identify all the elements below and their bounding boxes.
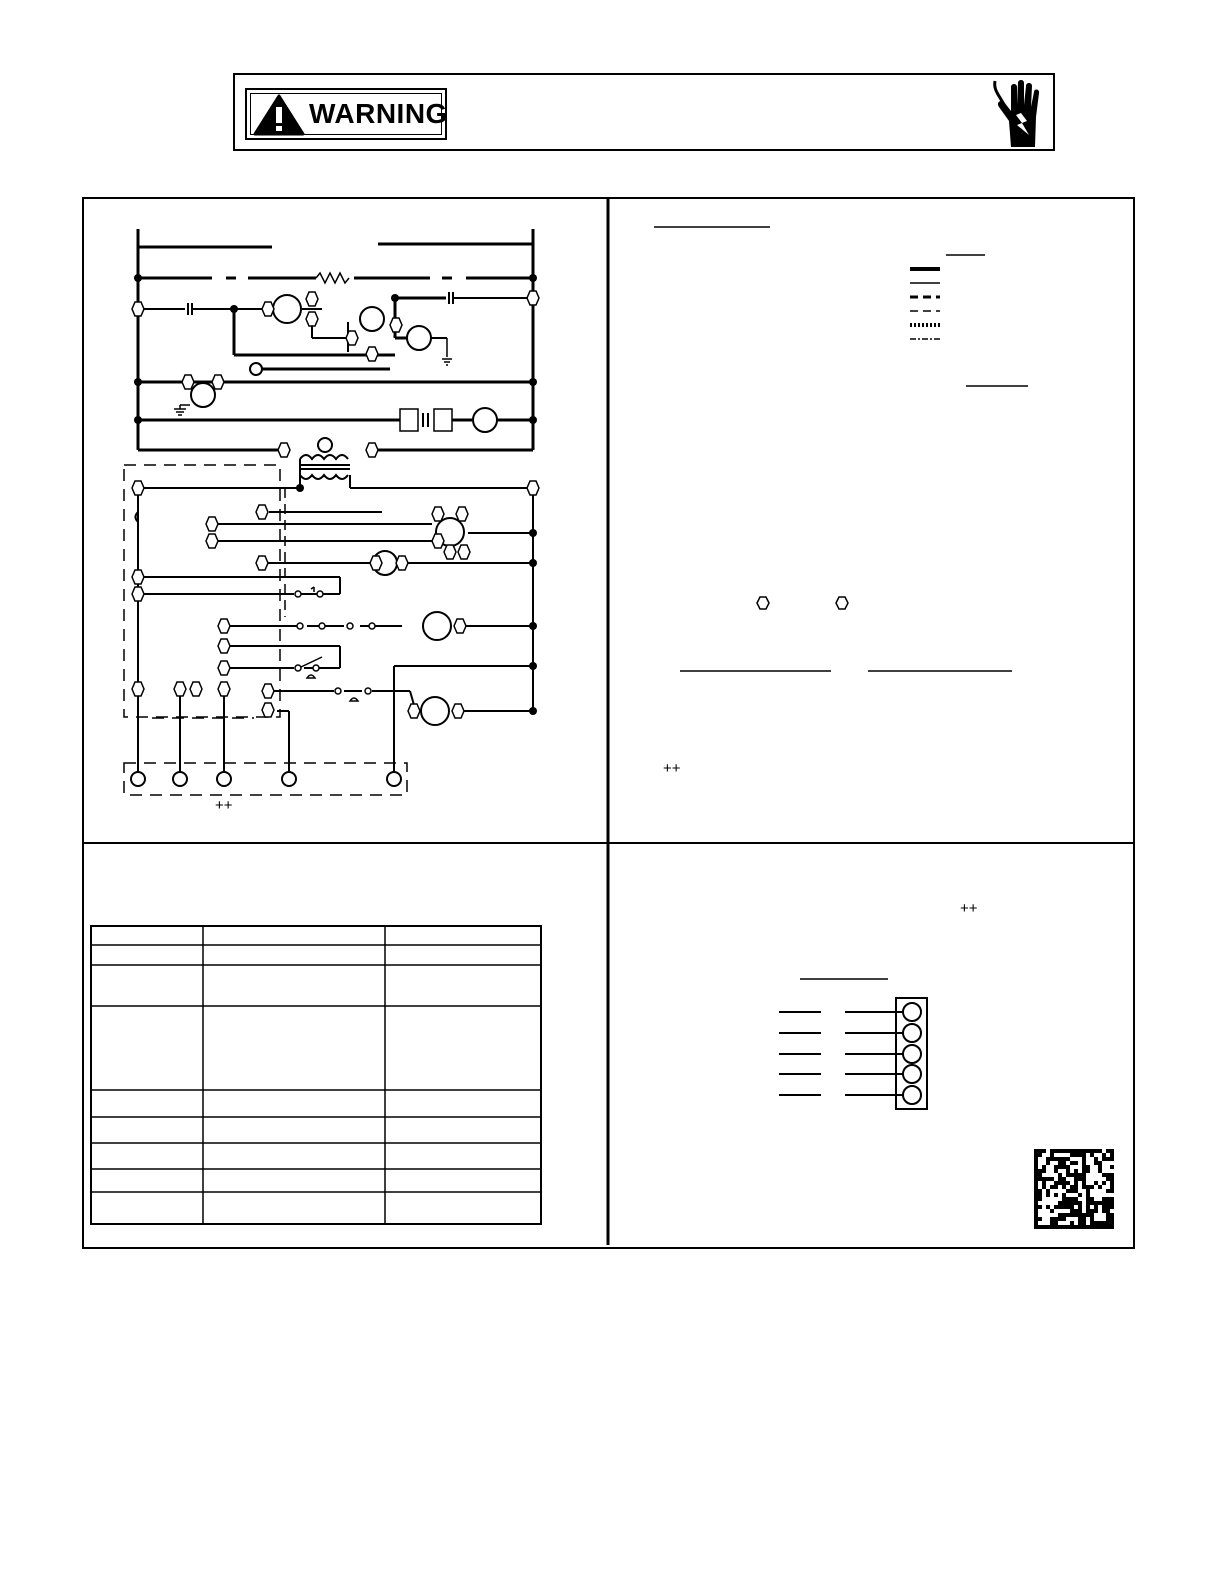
note-terminal-symbol-a	[757, 597, 769, 609]
schematic-footnote-symbol: ++	[215, 797, 233, 814]
warning-banner	[233, 73, 1055, 151]
specification-table	[91, 926, 541, 1224]
connector-pins	[903, 1003, 921, 1104]
notes-footnote-symbol: ++	[663, 760, 681, 777]
warning-text: WARNING	[309, 98, 448, 129]
wiring-diagram-sheet	[82, 197, 1135, 1249]
warning-label	[245, 88, 447, 140]
connector-footnote-symbol: ++	[960, 900, 978, 917]
wire-style-legend	[910, 269, 940, 339]
connector-wire-leads	[779, 1012, 903, 1095]
note-terminal-symbol-b	[836, 597, 848, 609]
notes-panel	[654, 227, 1028, 671]
qr-code-icon	[1034, 1149, 1114, 1229]
ladder-schematic	[124, 229, 533, 795]
schematic-junctions	[134, 274, 537, 715]
warning-triangle-icon	[253, 94, 305, 136]
plug-connector-diagram	[779, 979, 927, 1109]
electric-shock-hand-icon	[991, 77, 1049, 149]
